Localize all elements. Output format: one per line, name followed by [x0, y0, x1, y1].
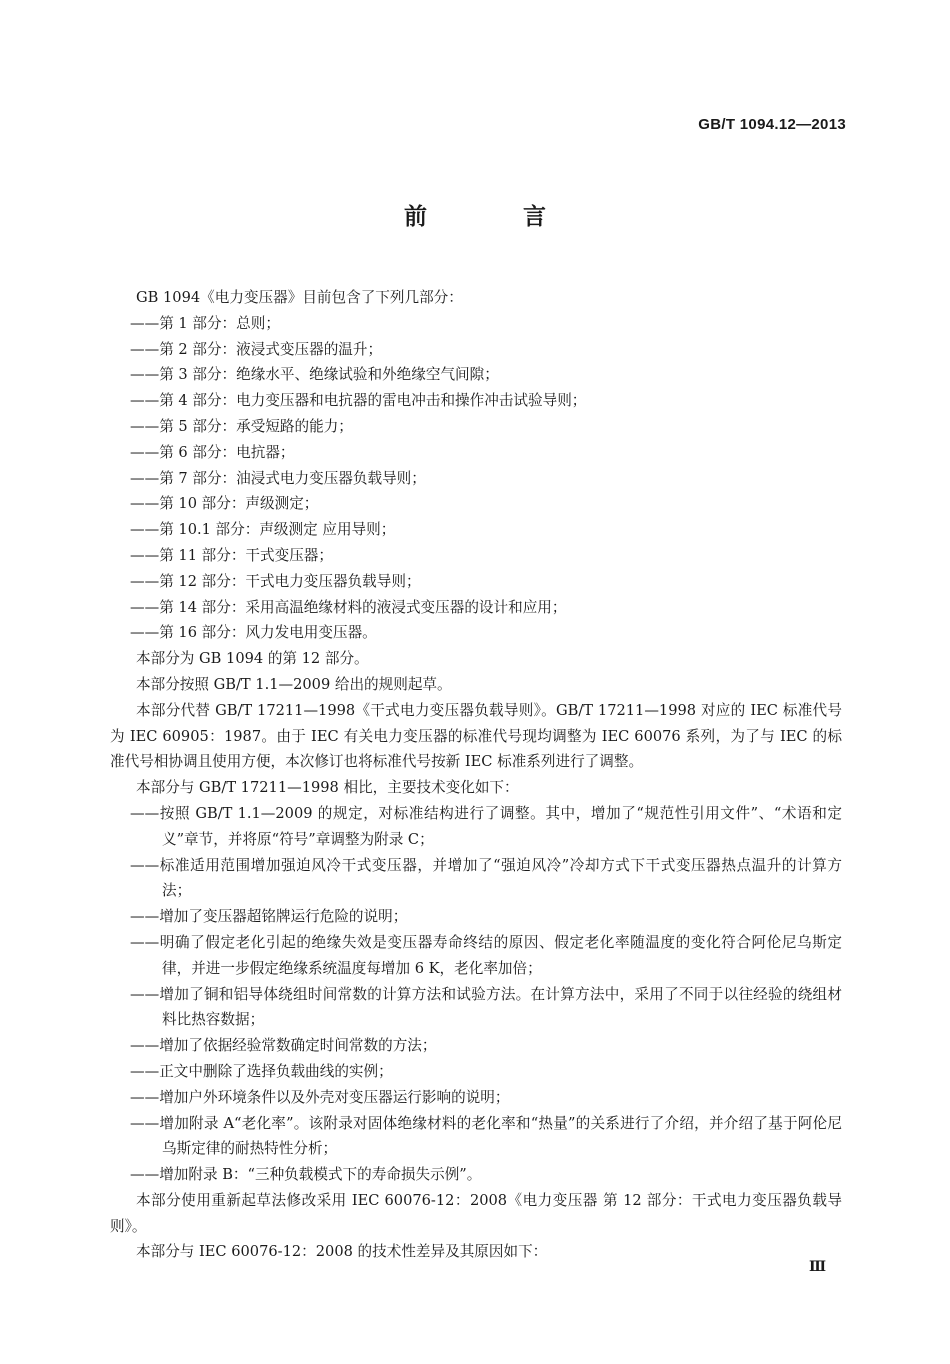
paragraph-drafting-rules: 本部分按照 GB/T 1.1—2009 给出的规则起草。 [136, 675, 452, 693]
part-list-item: ——第 6 部分：电抗器； [130, 443, 295, 461]
paragraph-changes-intro: 本部分与 GB/T 17211—1998 相比，主要技术变化如下： [136, 779, 519, 797]
part-list-item: ——第 16 部分：风力发电用变压器。 [130, 624, 377, 642]
change-list-item: ——按照 GB/T 1.1—2009 的规定，对标准结构进行了调整。其中，增加了“规范性引用文件”、“术语和定义”章节，并将原“符号”章调整为附录 C； [130, 804, 842, 848]
part-list-item: ——第 7 部分：油浸式电力变压器负载导则； [130, 469, 426, 487]
page-number: Ⅲ [808, 1259, 826, 1275]
change-list-item: ——标准适用范围增加强迫风冷干式变压器，并增加了“强迫风冷”冷却方式下干式变压器热点温升的计算方法； [130, 856, 842, 900]
intro-paragraph: GB 1094《电力变压器》目前包含了下列几部分： [136, 289, 463, 306]
part-list-item: ——第 5 部分：承受短路的能力； [130, 417, 353, 435]
part-list-item: ——第 11 部分：干式变压器； [130, 546, 333, 564]
part-list-item: ——第 12 部分：干式电力变压器负载导则； [130, 572, 421, 590]
part-list-item: ——第 4 部分：电力变压器和电抗器的雷电冲击和操作冲击试验导则； [130, 392, 587, 410]
paragraph-differences: 本部分与 IEC 60076-12：2008 的技术性差异及其原因如下： [136, 1243, 548, 1261]
document-body [110, 285, 842, 1265]
change-list-item: ——明确了假定老化引起的绝缘失效是变压器寿命终结的原因、假定老化率随温度的变化符合阿伦尼乌斯定律，并进一步假定绝缘系统温度每增加 6 K，老化率加倍； [130, 933, 842, 977]
part-list-item: ——第 10.1 部分：声级测定 应用导则； [130, 521, 396, 539]
paragraph-part-number: 本部分为 GB 1094 的第 12 部分。 [136, 650, 369, 668]
change-list-item: ——增加户外环境条件以及外壳对变压器运行影响的说明； [130, 1088, 510, 1106]
part-list-item: ——第 3 部分：绝缘水平、绝缘试验和外绝缘空气间隙； [130, 366, 499, 384]
paragraph-adoption: 本部分使用重新起草法修改采用 IEC 60076-12：2008《电力变压器 第 12 部分：干式电力变压器负载导则》。 [110, 1191, 842, 1235]
change-list-item: ——增加了依据经验常数确定时间常数的方法； [130, 1037, 437, 1055]
change-list-item: ——增加附录 A“老化率”。该附录对固体绝缘材料的老化率和“热量”的关系进行了介绍，并介绍了基于阿伦尼乌斯定律的耐热特性分析； [130, 1114, 842, 1158]
part-list-item: ——第 1 部分：总则； [130, 314, 280, 332]
part-list-item: ——第 10 部分：声级测定； [130, 495, 319, 513]
change-list-item: ——正文中删除了选择负载曲线的实例； [130, 1062, 393, 1080]
paragraph-replacement: 本部分代替 GB/T 17211—1998《干式电力变压器负载导则》。GB/T 17211—1998 对应的 IEC 标准代号为 IEC 60905：1987。由于 IEC 有关电力变压器的标准代号现均调整为 IEC 60076 系列，为了与 IEC 的标准代号相协调且使用方便，本次修订也将标准代号按新 IEC 标准系列进行了调整。 [110, 701, 842, 771]
part-list-item: ——第 2 部分：液浸式变压器的温升； [130, 340, 383, 358]
change-list-item: ——增加了铜和铝导体绕组时间常数的计算方法和试验方法。在计算方法中，采用了不同于以往经验的绕组材料比热容数据； [130, 985, 842, 1029]
change-list-item: ——增加了变压器超铭牌运行危险的说明； [130, 908, 408, 926]
change-list-item: ——增加附录 B：“三种负载模式下的寿命损失示例”。 [130, 1166, 482, 1184]
part-list-item: ——第 14 部分：采用高温绝缘材料的液浸式变压器的设计和应用； [130, 598, 567, 616]
page-title: 前 言 [403, 204, 590, 230]
standard-code: GB/T 1094.12—2013 [698, 116, 846, 133]
